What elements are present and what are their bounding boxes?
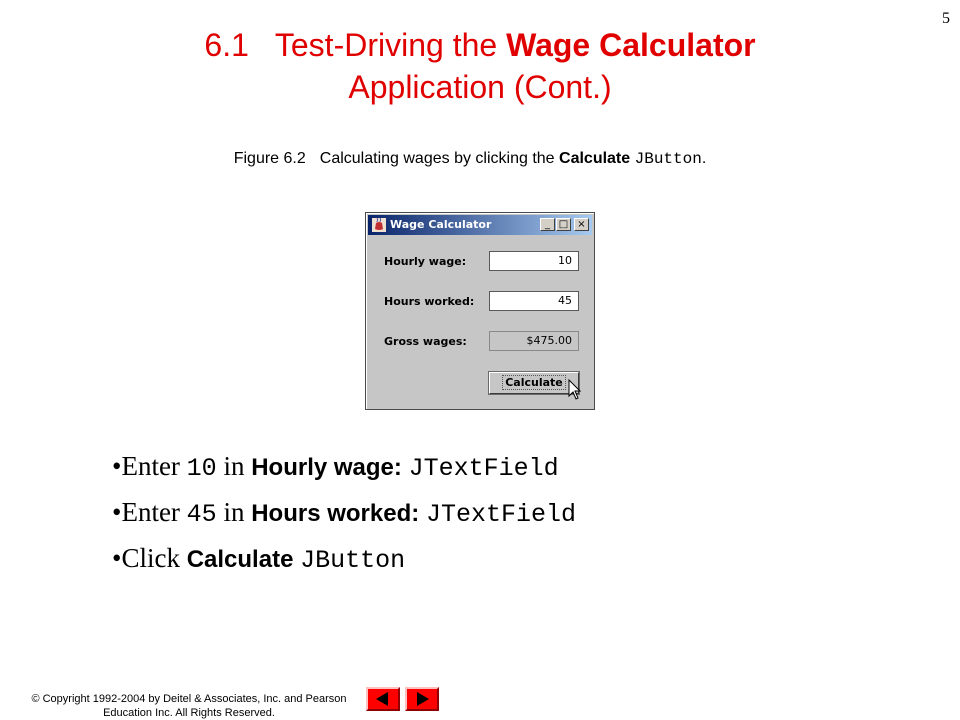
bullet-in: in	[216, 451, 252, 481]
hourly-wage-label: Hourly wage:	[384, 255, 467, 268]
list-item	[112, 447, 576, 493]
bullet-field-name: Hourly wage:	[251, 454, 402, 481]
slide-number: 5	[942, 10, 950, 27]
window-title: Wage Calculator	[390, 218, 492, 231]
bullet-verb: •Click	[112, 543, 187, 573]
title-app-name: Wage Calculator	[506, 27, 756, 63]
hourly-wage-input[interactable]: 10	[489, 251, 579, 271]
hours-worked-label: Hours worked:	[384, 295, 475, 308]
caption-end: .	[701, 150, 707, 167]
title-number: 6.1	[204, 27, 249, 63]
bullet-verb: •Enter	[112, 497, 187, 527]
mouse-cursor-icon	[568, 379, 582, 401]
right-arrow-icon	[407, 689, 437, 709]
copyright-line1: © Copyright 1992-2004 by Deitel & Associates, Inc. and Pearson	[31, 693, 347, 705]
wage-calculator-window	[365, 212, 595, 410]
java-app-icon	[371, 217, 387, 233]
left-arrow-icon	[368, 689, 398, 709]
calculate-button-label: Calculate	[502, 375, 566, 390]
close-button[interactable]: ×	[574, 218, 589, 231]
caption-bold: Calculate	[559, 150, 631, 167]
bullet-field-name: Calculate	[186, 546, 294, 573]
gross-wages-output: $475.00	[489, 331, 579, 351]
maximize-button[interactable]: □	[556, 218, 571, 231]
figure-caption	[0, 150, 940, 168]
instruction-list	[112, 447, 576, 585]
next-slide-button[interactable]	[405, 687, 439, 711]
caption-text: Calculating wages by clicking the	[319, 150, 555, 167]
bullet-value: 10	[186, 454, 217, 483]
copyright-line2: Education Inc. All Rights Reserved.	[103, 707, 275, 719]
bullet-field-name: Hours worked:	[251, 500, 420, 527]
list-item	[112, 539, 576, 585]
bullet-code: JButton	[300, 546, 406, 575]
calculate-button[interactable]	[489, 372, 579, 394]
list-item	[112, 493, 576, 539]
slide-title	[0, 24, 960, 108]
minimize-button[interactable]: _	[540, 218, 555, 231]
bullet-verb: •Enter	[112, 451, 187, 481]
title-line2: Application (Cont.)	[348, 69, 612, 105]
bullet-code: JTextField	[408, 454, 559, 483]
window-titlebar[interactable]	[368, 215, 592, 235]
bullet-in: in	[216, 497, 252, 527]
bullet-code: JTextField	[425, 500, 577, 529]
bullet-value: 45	[186, 500, 217, 529]
previous-slide-button[interactable]	[366, 687, 400, 711]
figure-label: Figure 6.2	[233, 150, 306, 167]
gross-wages-label: Gross wages:	[384, 335, 467, 348]
copyright-notice	[14, 692, 364, 720]
title-text: Test-Driving the	[274, 27, 498, 63]
hours-worked-input[interactable]: 45	[489, 291, 579, 311]
caption-code: JButton	[634, 150, 702, 168]
